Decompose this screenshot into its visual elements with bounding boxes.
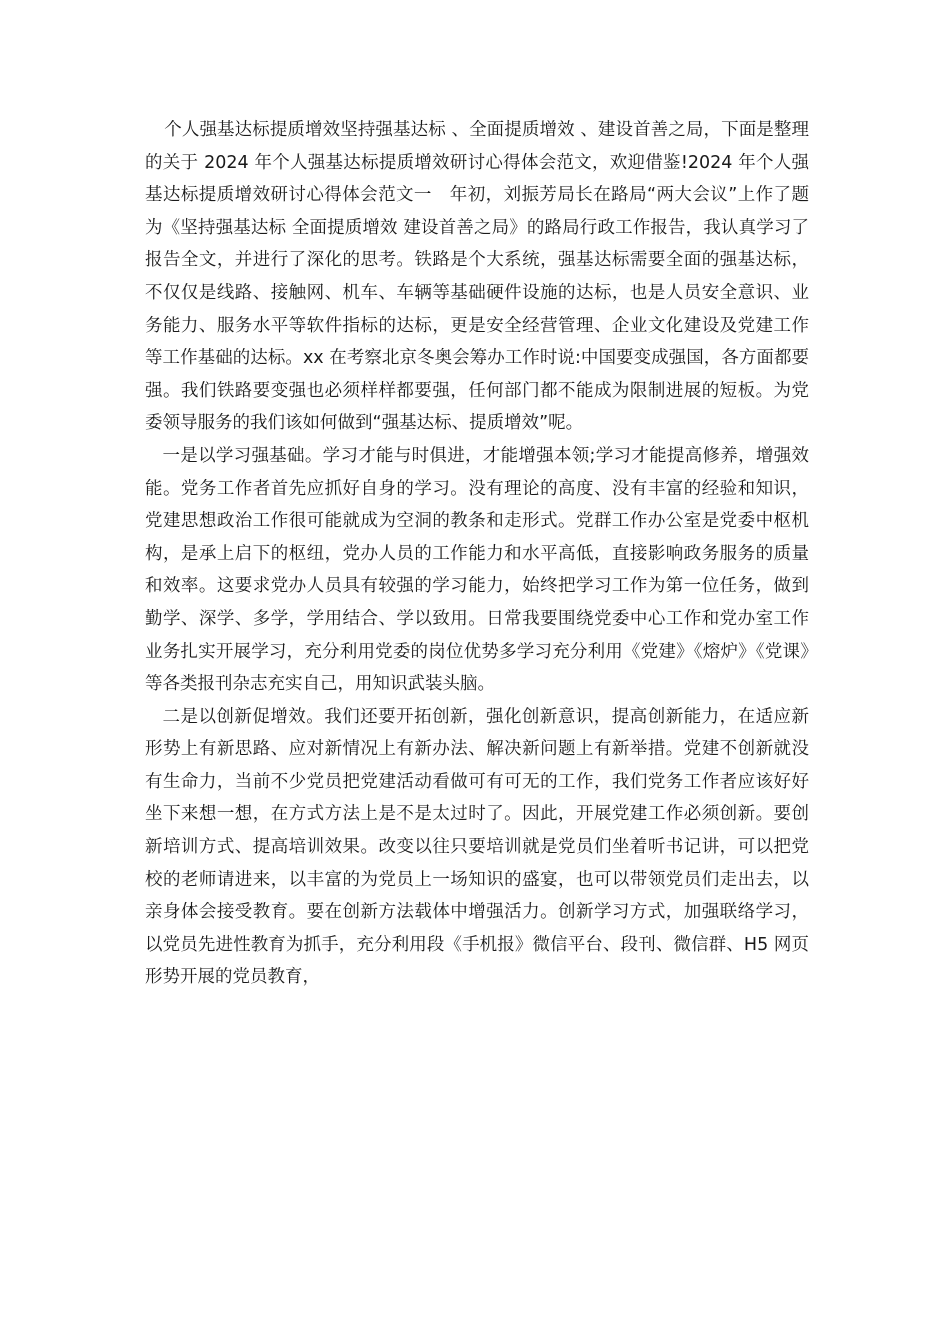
paragraph-study: 一是以学习强基础。学习才能与时俱进，才能增强本领;学习才能提高修养，增强效能。党务工作者首先应抓好自身的学习。没有理论的高度、没有丰富的经验和知识，党建思想政治工作很可能就成为空洞的教条和走形式。党群工作办公室是党委中枢机构，是承上启下的枢纽，党办人员的工作能力和水平高低，直接影响政务服务的质量和效率。这要求党办人员具有较强的学习能力，始终把学习工作为第一位任务，做到勤学、深学、多学，学用结合、学以致用。日常我要围绕党委中心工作和党办室工作业务扎实开展学习，充分利用党委的岗位优势多学习充分利用《党建》《熔炉》《党课》等各类报刊杂志充实自己，用知识武装头脑。 [145, 445, 809, 695]
paragraph-intro: 个人强基达标提质增效坚持强基达标 、全面提质增效 、建设首善之局，下面是整理的关于 2024 年个人强基达标提质增效研讨心得体会范文，欢迎借鉴!2024 年个人强基达标提质增效研讨心得体会范文一 年初，刘振芳局长在路局“两大会议”上作了题为《坚持强基达标 全面提质增效 建设首善之局》的路局行政工作报告，我认真学习了报告全文，并进行了深化的思考。铁路是个大系统，强基达标需要全面的强基达标，不仅仅是线路、接触网、机车、车辆等基础硬件设施的达标，也是人员安全意识、业务能力、服务水平等软件指标的达标，更是安全经营管理、企业文化建设及党建工作等工作基础的达标。xx 在考察北京冬奥会筹办工作时说:中国要变成强国，各方面都要强。我们铁路要变强也必须样样都要强，任何部门都不能成为限制进展的短板。为党委领导服务的我们该如何做到“强基达标、提质增效”呢。 [145, 120, 809, 434]
paragraph-innovation: 二是以创新促增效。我们还要开拓创新，强化创新意识，提高创新能力，在适应新形势上有新思路、应对新情况上有新办法、解决新问题上有新举措。党建不创新就没有生命力，当前不少党员把党建活动看做可有可无的工作，我们党务工作者应该好好坐下来想一想，在方式方法上是不是太过时了。因此，开展党建工作必须创新。要创新培训方式、提高培训效果。改变以往只要培训就是党员们坐着听书记讲，可以把党校的老师请进来，以丰富的为党员上一场知识的盛宴，也可以带领党员们走出去，以亲身体会接受教育。要在创新方法载体中增强活力。创新学习方式，加强联络学习，以党员先进性教育为抓手，充分利用段《手机报》微信平台、段刊、微信群、H5 网页形势开展的党员教育， [145, 706, 809, 988]
document-body [145, 114, 809, 994]
